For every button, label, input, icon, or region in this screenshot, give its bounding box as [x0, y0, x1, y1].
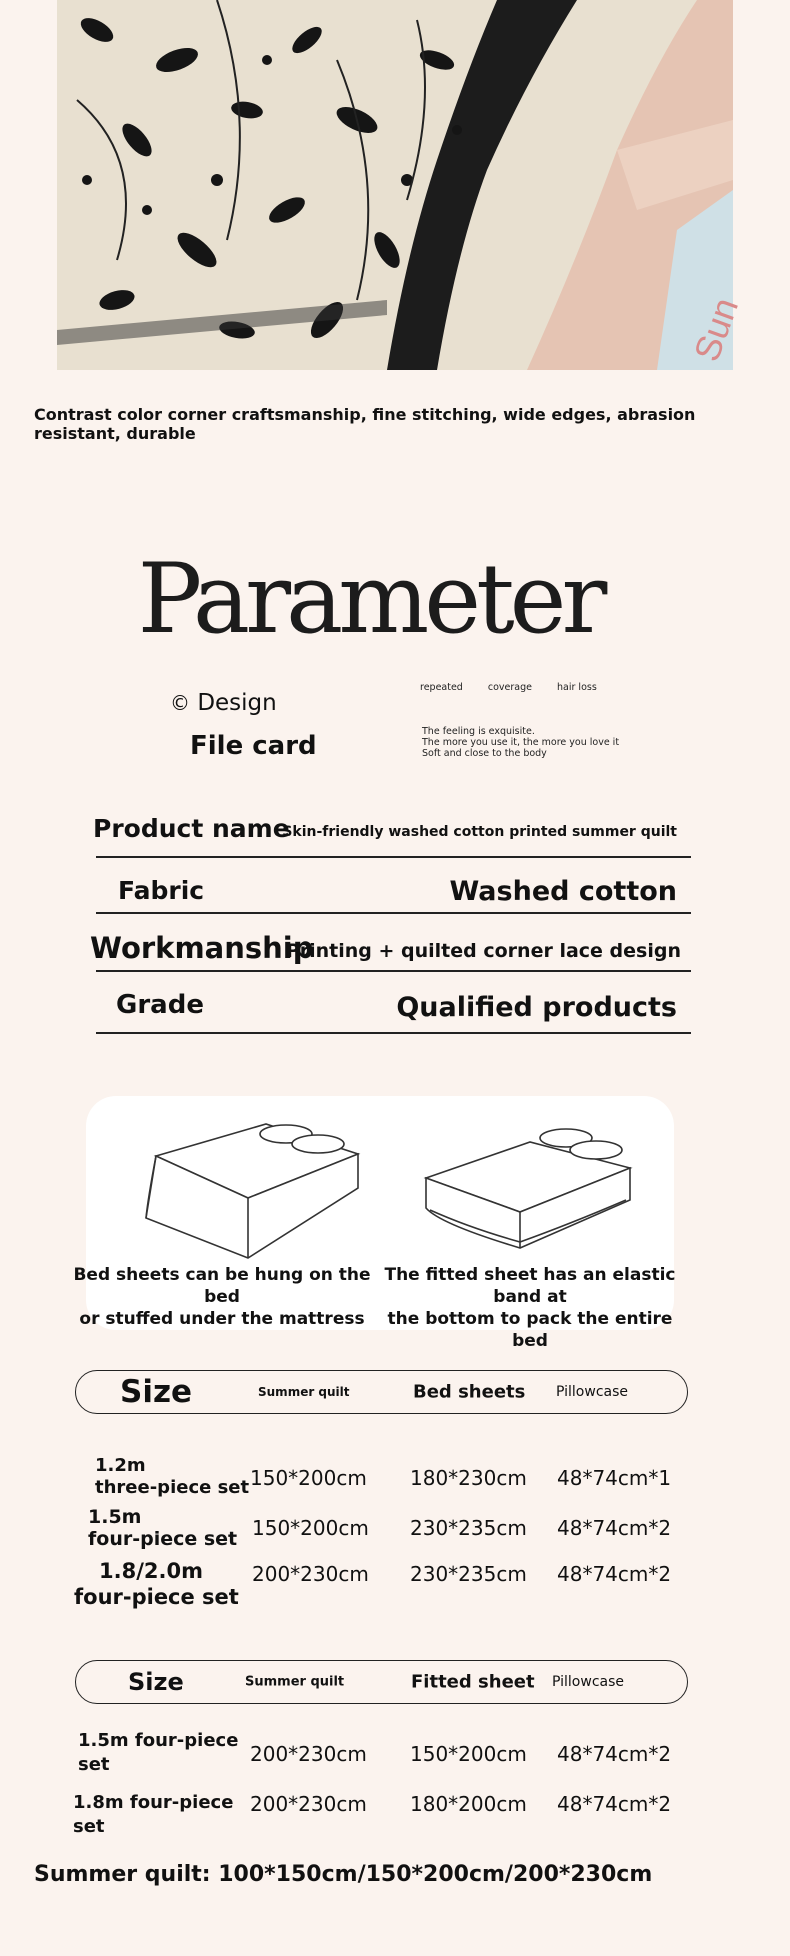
design-text: Design	[197, 690, 277, 716]
fitted-sheet-note	[380, 1264, 680, 1352]
size-text: 1.5m	[88, 1506, 142, 1528]
header-bed-sheets: Bed sheets	[413, 1381, 526, 1403]
note-line: Bed sheets can be hung on the bed	[73, 1265, 371, 1307]
size-text: 1.5m four-piece	[78, 1730, 239, 1751]
summer-quilt-size: 200*230cm	[252, 1562, 369, 1586]
photo-sun-text: Sun	[685, 292, 747, 367]
feel-description	[422, 726, 619, 759]
table1-row-label	[95, 1455, 249, 1499]
summer-quilt-size: 200*230cm	[250, 1742, 367, 1766]
fitted-sheet-icon	[420, 1124, 640, 1254]
set-text: four-piece set	[88, 1528, 238, 1550]
header-size: Size	[120, 1374, 193, 1410]
param-value: Printing + quilted corner lace design	[285, 940, 681, 962]
param-row-product-name	[93, 808, 691, 858]
header-summer-quilt: Summer quilt	[258, 1385, 350, 1399]
size-text: 1.2m	[95, 1455, 146, 1476]
pillowcase-size: 48*74cm*2	[557, 1742, 672, 1766]
feel-line: Soft and close to the body	[422, 748, 547, 759]
header-fitted-sheet: Fitted sheet	[411, 1671, 535, 1693]
table1-row-label	[88, 1506, 237, 1550]
table2-row-label	[73, 1791, 233, 1839]
tag-coverage: coverage	[487, 682, 532, 693]
pillowcase-size: 48*74cm*1	[557, 1466, 672, 1490]
size-text: 1.8/2.0m	[99, 1559, 203, 1583]
param-label: Grade	[116, 990, 204, 1020]
feel-line: The feeling is exquisite.	[422, 726, 535, 737]
copyright-icon: ©	[170, 691, 190, 715]
craftsmanship-caption: Contrast color corner craftsmanship, fine stitching, wide edges, abrasion resistant, durable	[34, 405, 696, 443]
tag-hair-loss: hair loss	[557, 682, 597, 693]
file-card-label: File card	[190, 731, 317, 761]
fitted-sheet-size: 150*200cm	[410, 1742, 527, 1766]
fitted-sheet-size: 180*200cm	[410, 1792, 527, 1816]
param-label: Workmanship	[90, 931, 314, 965]
set-text: three-piece set	[95, 1477, 250, 1498]
summer-quilt-size: 150*200cm	[250, 1466, 367, 1490]
table2-header	[75, 1660, 688, 1704]
bed-sheet-size: 180*230cm	[410, 1466, 527, 1490]
product-photo	[57, 0, 747, 370]
header-summer-quilt: Summer quilt	[245, 1674, 345, 1690]
set-text: set	[73, 1816, 105, 1837]
header-pillowcase: Pillowcase	[556, 1384, 629, 1400]
note-line: or stuffed under the mattress	[79, 1309, 365, 1329]
param-label: Product name	[93, 814, 290, 843]
pillowcase-size: 48*74cm*2	[557, 1792, 672, 1816]
feel-line: The more you use it, the more you love it	[422, 737, 620, 748]
note-line: The fitted sheet has an elastic band at	[384, 1265, 676, 1307]
pillowcase-size: 48*74cm*2	[557, 1516, 672, 1540]
set-text: four-piece set	[74, 1585, 239, 1609]
summer-quilt-size: 150*200cm	[252, 1516, 369, 1540]
design-label	[170, 690, 277, 716]
bed-sheet-size: 230*235cm	[410, 1516, 527, 1540]
table2-row-label	[78, 1729, 238, 1777]
param-row-fabric	[96, 872, 691, 914]
flat-sheet-icon	[138, 1118, 368, 1258]
summer-quilt-sizes: Summer quilt: 100*150cm/150*200cm/200*230cm	[34, 1862, 653, 1887]
header-pillowcase: Pillowcase	[552, 1674, 625, 1690]
summer-quilt-size: 200*230cm	[250, 1792, 367, 1816]
header-size: Size	[128, 1668, 184, 1696]
param-row-workmanship	[90, 928, 691, 972]
table1-header	[75, 1370, 688, 1414]
param-label: Fabric	[118, 876, 205, 905]
size-text: 1.8m four-piece	[73, 1792, 234, 1813]
quilt-illustration	[57, 0, 747, 370]
set-text: set	[78, 1754, 110, 1775]
param-value: Skin-friendly washed cotton printed summer quilt	[282, 824, 677, 840]
param-value: Washed cotton	[449, 876, 677, 907]
parameter-title: Parameter	[137, 543, 603, 655]
param-row-grade	[96, 986, 691, 1034]
note-line: the bottom to pack the entire bed	[387, 1309, 673, 1351]
param-value: Qualified products	[396, 992, 677, 1023]
flat-sheet-note	[72, 1264, 372, 1330]
pillowcase-size: 48*74cm*2	[557, 1562, 672, 1586]
table1-row-label	[74, 1558, 239, 1610]
bed-sheet-size: 230*235cm	[410, 1562, 527, 1586]
feature-tags	[420, 682, 619, 693]
tag-repeated: repeated	[420, 682, 463, 693]
